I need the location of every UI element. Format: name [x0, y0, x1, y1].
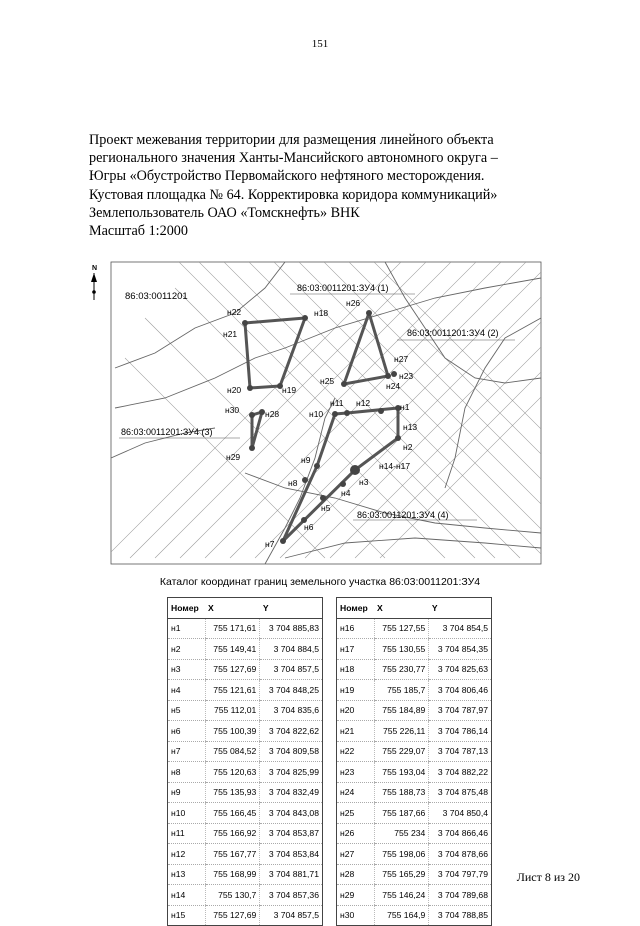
- y-coordinate-cell: 3 704 809,58: [260, 741, 323, 762]
- point-number-cell: н20: [337, 700, 375, 721]
- table-row: [337, 823, 492, 844]
- x-coordinate-cell: 755 130,7: [205, 885, 260, 906]
- title-line: Масштаб 1:2000: [89, 223, 188, 240]
- table-row: [168, 823, 323, 844]
- point-label: н9: [301, 455, 311, 465]
- point-number-cell: н28: [337, 864, 375, 885]
- table-row: [337, 741, 492, 762]
- point-label: н28: [265, 409, 280, 419]
- point-label: н12: [356, 398, 371, 408]
- point-number-cell: н1: [168, 618, 206, 639]
- point-number-cell: н11: [168, 823, 206, 844]
- parcel-label-4: 86:03:0011201:ЗУ4 (4): [357, 510, 449, 520]
- table-row: [337, 844, 492, 865]
- point-number-cell: н29: [337, 885, 375, 906]
- point-label: н29: [226, 452, 241, 462]
- table-row: [168, 741, 323, 762]
- x-coordinate-cell: 755 121,61: [205, 680, 260, 701]
- point-number-cell: н14: [168, 885, 206, 906]
- x-coordinate-cell: 755 198,06: [374, 844, 429, 865]
- sheet-footer: Лист 8 из 20: [516, 870, 580, 884]
- point-number-cell: н25: [337, 803, 375, 824]
- point-number-cell: н9: [168, 782, 206, 803]
- point-number-cell: н24: [337, 782, 375, 803]
- y-coordinate-cell: 3 704 848,25: [260, 680, 323, 701]
- point-label: н11: [330, 398, 344, 408]
- block-label: 86:03:0011201: [125, 291, 188, 302]
- x-coordinate-cell: 755 234: [374, 823, 429, 844]
- point-label: н10: [309, 409, 324, 419]
- y-coordinate-cell: 3 704 786,14: [429, 721, 492, 742]
- point-label: н6: [304, 522, 314, 532]
- x-coordinate-cell: 755 230,77: [374, 659, 429, 680]
- point-number-cell: н22: [337, 741, 375, 762]
- point-number-cell: н19: [337, 680, 375, 701]
- point-number-cell: н30: [337, 905, 375, 926]
- x-coordinate-cell: 755 127,55: [374, 618, 429, 639]
- table-row: [337, 803, 492, 824]
- y-coordinate-cell: 3 704 857,5: [260, 905, 323, 926]
- coordinates-table-right: [336, 597, 492, 926]
- point-label: н18: [314, 308, 329, 318]
- point-label: н7: [265, 539, 275, 549]
- point-label: н1: [400, 402, 410, 412]
- x-coordinate-cell: 755 164,9: [374, 905, 429, 926]
- y-coordinate-cell: 3 704 787,13: [429, 741, 492, 762]
- table-row: [168, 721, 323, 742]
- y-coordinate-cell: 3 704 857,5: [260, 659, 323, 680]
- point-number-cell: н6: [168, 721, 206, 742]
- y-coordinate-cell: 3 704 853,87: [260, 823, 323, 844]
- y-coordinate-cell: 3 704 788,85: [429, 905, 492, 926]
- y-coordinate-cell: 3 704 875,48: [429, 782, 492, 803]
- x-coordinate-cell: 755 187,66: [374, 803, 429, 824]
- y-coordinate-cell: 3 704 789,68: [429, 885, 492, 906]
- table-row: [168, 803, 323, 824]
- x-coordinate-cell: 755 084,52: [205, 741, 260, 762]
- table-row: [337, 905, 492, 926]
- parcel-label-2: 86:03:0011201:ЗУ4 (2): [407, 328, 499, 338]
- x-coordinate-cell: 755 127,69: [205, 905, 260, 926]
- point-number-cell: н23: [337, 762, 375, 783]
- x-coordinate-cell: 755 184,89: [374, 700, 429, 721]
- x-coordinate-cell: 755 149,41: [205, 639, 260, 660]
- x-coordinate-cell: 755 166,45: [205, 803, 260, 824]
- table-row: [337, 885, 492, 906]
- y-coordinate-cell: 3 704 866,46: [429, 823, 492, 844]
- point-label: н5: [321, 503, 331, 513]
- point-number-cell: н21: [337, 721, 375, 742]
- table-row: [168, 618, 323, 639]
- table-row: [337, 659, 492, 680]
- title-line: Кустовая площадка № 64. Корректировка коридора коммуникаций»: [89, 186, 498, 203]
- y-coordinate-cell: 3 704 825,99: [260, 762, 323, 783]
- point-label: н4: [341, 488, 351, 498]
- y-coordinate-cell: 3 704 822,62: [260, 721, 323, 742]
- x-coordinate-cell: 755 166,92: [205, 823, 260, 844]
- point-label: н22: [227, 307, 242, 317]
- table-row: [337, 782, 492, 803]
- table-row: [168, 639, 323, 660]
- y-coordinate-cell: 3 704 787,97: [429, 700, 492, 721]
- point-label: н24: [386, 381, 401, 391]
- table-row: [168, 844, 323, 865]
- point-label: н3: [359, 477, 369, 487]
- y-coordinate-cell: 3 704 854,5: [429, 618, 492, 639]
- table-row: [337, 618, 492, 639]
- point-label: н13: [403, 422, 418, 432]
- column-header: Y: [260, 598, 323, 619]
- x-coordinate-cell: 755 171,61: [205, 618, 260, 639]
- table-row: [168, 905, 323, 926]
- page-number: 151: [311, 38, 329, 50]
- table-row: [168, 782, 323, 803]
- y-coordinate-cell: 3 704 878,66: [429, 844, 492, 865]
- cadastral-map: [85, 258, 545, 568]
- y-coordinate-cell: 3 704 882,22: [429, 762, 492, 783]
- table-row: [168, 762, 323, 783]
- y-coordinate-cell: 3 704 835,6: [260, 700, 323, 721]
- point-number-cell: н7: [168, 741, 206, 762]
- x-coordinate-cell: 755 168,99: [205, 864, 260, 885]
- table-row: [337, 639, 492, 660]
- table-row: [337, 762, 492, 783]
- y-coordinate-cell: 3 704 797,79: [429, 864, 492, 885]
- x-coordinate-cell: 755 127,69: [205, 659, 260, 680]
- point-number-cell: н5: [168, 700, 206, 721]
- title-line: Югры «Обустройство Первомайского нефтяного месторождения.: [89, 168, 485, 185]
- point-number-cell: н12: [168, 844, 206, 865]
- title-line: Землепользователь ОАО «Томскнефть» ВНК: [89, 204, 360, 221]
- point-label: н23: [399, 371, 414, 381]
- x-coordinate-cell: 755 135,93: [205, 782, 260, 803]
- point-number-cell: н15: [168, 905, 206, 926]
- point-number-cell: н8: [168, 762, 206, 783]
- point-label: н8: [288, 478, 298, 488]
- table-row: [337, 721, 492, 742]
- coordinates-table-left: [167, 597, 323, 926]
- parcel-label-3: 86:03:0011201:ЗУ4 (3): [121, 427, 213, 437]
- x-coordinate-cell: 755 193,04: [374, 762, 429, 783]
- y-coordinate-cell: 3 704 825,63: [429, 659, 492, 680]
- x-coordinate-cell: 755 167,77: [205, 844, 260, 865]
- column-header: Номер: [337, 598, 375, 619]
- catalog-title: Каталог координат границ земельного участка 86:03:0011201:ЗУ4: [159, 576, 481, 588]
- x-coordinate-cell: 755 130,55: [374, 639, 429, 660]
- x-coordinate-cell: 755 226,11: [374, 721, 429, 742]
- point-number-cell: н13: [168, 864, 206, 885]
- x-coordinate-cell: 755 120,63: [205, 762, 260, 783]
- table-row: [168, 680, 323, 701]
- y-coordinate-cell: 3 704 857,36: [260, 885, 323, 906]
- y-coordinate-cell: 3 704 854,35: [429, 639, 492, 660]
- x-coordinate-cell: 755 165,29: [374, 864, 429, 885]
- x-coordinate-cell: 755 188,73: [374, 782, 429, 803]
- y-coordinate-cell: 3 704 881,71: [260, 864, 323, 885]
- table-row: [168, 659, 323, 680]
- x-coordinate-cell: 755 229,07: [374, 741, 429, 762]
- point-label: н14-н17: [379, 461, 411, 471]
- table-row: [337, 700, 492, 721]
- x-coordinate-cell: 755 100,39: [205, 721, 260, 742]
- column-header: Y: [429, 598, 492, 619]
- column-header: Номер: [168, 598, 206, 619]
- point-number-cell: н2: [168, 639, 206, 660]
- point-label: н30: [225, 405, 240, 415]
- point-label: н27: [394, 354, 409, 364]
- y-coordinate-cell: 3 704 885,83: [260, 618, 323, 639]
- point-number-cell: н17: [337, 639, 375, 660]
- point-label: н2: [403, 442, 413, 452]
- table-row: [337, 680, 492, 701]
- point-label: н19: [282, 385, 297, 395]
- table-row: [168, 885, 323, 906]
- point-number-cell: н26: [337, 823, 375, 844]
- x-coordinate-cell: 755 146,24: [374, 885, 429, 906]
- y-coordinate-cell: 3 704 853,84: [260, 844, 323, 865]
- table-row: [168, 700, 323, 721]
- point-label: н25: [320, 376, 335, 386]
- column-header: X: [374, 598, 429, 619]
- point-number-cell: н16: [337, 618, 375, 639]
- point-label: н21: [223, 329, 238, 339]
- parcel-label-1: 86:03:0011201:ЗУ4 (1): [297, 283, 389, 293]
- point-number-cell: н3: [168, 659, 206, 680]
- y-coordinate-cell: 3 704 884,5: [260, 639, 323, 660]
- x-coordinate-cell: 755 185,7: [374, 680, 429, 701]
- point-number-cell: н10: [168, 803, 206, 824]
- y-coordinate-cell: 3 704 832,49: [260, 782, 323, 803]
- column-header: X: [205, 598, 260, 619]
- point-number-cell: н4: [168, 680, 206, 701]
- y-coordinate-cell: 3 704 806,46: [429, 680, 492, 701]
- table-row: [337, 864, 492, 885]
- document-title: [89, 131, 559, 240]
- y-coordinate-cell: 3 704 850,4: [429, 803, 492, 824]
- point-label: н26: [346, 298, 361, 308]
- x-coordinate-cell: 755 112,01: [205, 700, 260, 721]
- title-line: регионального значения Ханты-Мансийского автономного округа –: [89, 150, 498, 167]
- point-number-cell: н18: [337, 659, 375, 680]
- north-arrow: [91, 265, 97, 300]
- point-number-cell: н27: [337, 844, 375, 865]
- north-label: N: [92, 265, 98, 272]
- point-label: н20: [227, 385, 242, 395]
- title-line: Проект межевания территории для размещения линейного объекта: [89, 132, 494, 148]
- table-row: [168, 864, 323, 885]
- y-coordinate-cell: 3 704 843,08: [260, 803, 323, 824]
